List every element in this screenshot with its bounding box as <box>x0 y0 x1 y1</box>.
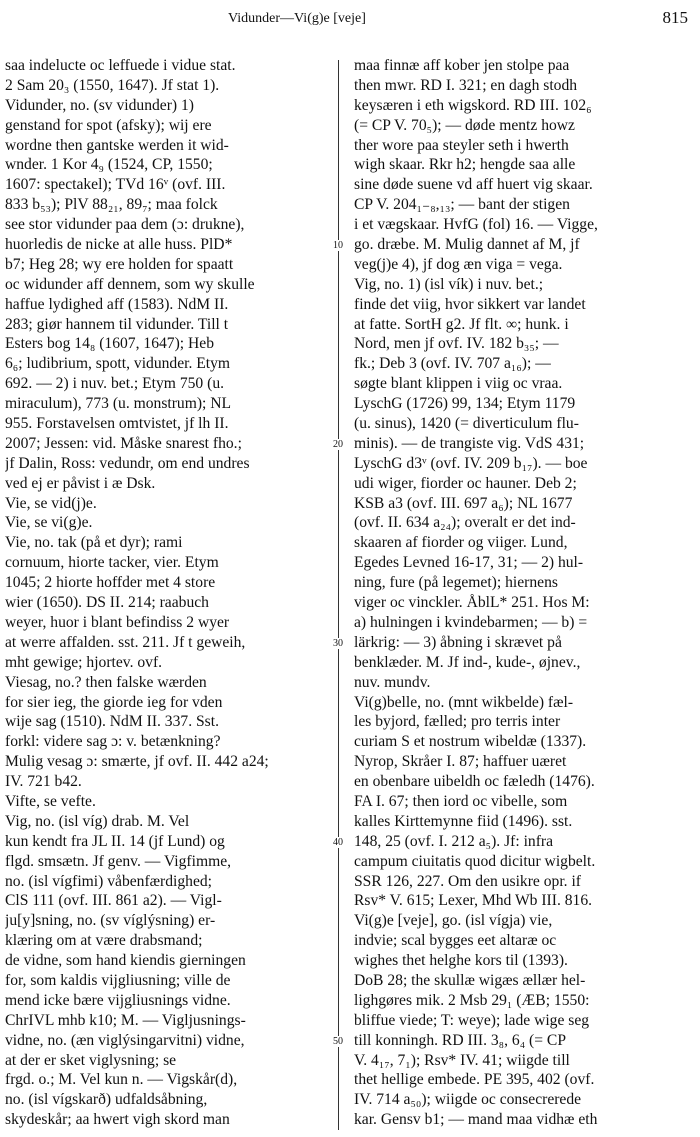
text-line: Vi(g)belle, no. (mnt wikbelde) fæl- <box>354 693 574 711</box>
page-header <box>0 8 700 30</box>
text-line: IV. 714 a₅₀); wiigde oc consecrerede <box>354 1091 582 1109</box>
text-line: en obenbare uibeldh oc fæledh (1476). <box>354 773 595 791</box>
text-line: skaaren af fiorder og viiger. Lund, <box>354 534 568 552</box>
text-line: 6₆; ludibrium, spott, vidunder. Etym <box>5 355 231 373</box>
text-line: frgd. o.; M. Vel kun n. — Vigskår(d), <box>5 1071 238 1089</box>
text-line: sine døde suene vd aff huert vig skaar. <box>354 176 593 194</box>
text-line: ju[y]sning, no. (sv víglýsning) er- <box>5 912 216 930</box>
text-line: les byjord, fælled; pro terris inter <box>354 713 561 731</box>
text-line: wigh skaar. Rkr h2; hengde saa alle <box>354 156 576 174</box>
text-line: mend icke bære vijgliusnings vidne. <box>5 991 231 1009</box>
text-line: Vi(g)e [veje], go. (isl vígja) vie, <box>354 912 553 930</box>
text-line: 692. — 2) i nuv. bet.; Etym 750 (u. <box>5 375 225 393</box>
text-line: udi wiger, fiorder oc hauner. Deb 2; <box>354 474 577 492</box>
text-line: Vie, se vi(g)e. <box>5 514 93 532</box>
text-line: Vig, no. 1) (isl vík) i nuv. bet.; <box>354 275 544 293</box>
text-line: wighes thet helghe kors til (1393). <box>354 952 568 970</box>
text-line: SSR 126, 227. Om den usikre opr. if <box>354 872 581 890</box>
text-line: FA I. 67; then iord oc vibelle, som <box>354 792 568 810</box>
text-line: at fatte. SortH g2. Jf flt. ∞; hunk. i <box>354 315 569 333</box>
text-line: V. 4₁₇, 7₁); Rsv* IV. 41; wiigde till <box>354 1051 570 1069</box>
line-number: 30 <box>326 638 350 649</box>
text-line: nuv. mundv. <box>354 673 431 691</box>
text-line: b7; Heg 28; wy ere holden for spaatt <box>5 255 234 273</box>
text-line: (= CP V. 70₅); — døde mentz howz <box>354 116 575 134</box>
text-line: kun kendt fra JL II. 14 (jf Lund) og <box>5 832 225 850</box>
text-line: minis). — de trangiste vig. VdS 431; <box>354 434 585 452</box>
text-line: Nord, men jf ovf. IV. 182 b₃₅; — <box>354 335 559 353</box>
line-number: 40 <box>326 837 350 848</box>
text-line: thet hellige embede. PE 395, 402 (ovf. <box>354 1071 595 1089</box>
text-line: see stor vidunder paa dem (ɔ: drukne), <box>5 216 245 234</box>
text-line: IV. 721 b42. <box>5 773 82 791</box>
text-line: fk.; Deb 3 (ovf. IV. 707 a₁₆); — <box>354 355 551 373</box>
text-line: Vie, no. tak (på et dyr); rami <box>5 534 183 552</box>
text-line: KSB a3 (ovf. III. 697 a₆); NL 1677 <box>354 494 573 512</box>
text-line: oc widunder aff dennem, som wy skulle <box>5 275 255 293</box>
text-line: lärkrig: — 3) åbning i skrævet på <box>354 633 562 651</box>
left-column <box>5 56 335 1130</box>
text-line: cornuum, hiorte tacker, vier. Etym <box>5 554 219 572</box>
text-line: Esters bog 14₈ (1607, 1647); Heb <box>5 335 214 353</box>
text-line: kalles Kirttemynne fiid (1496). sst. <box>354 812 573 830</box>
line-number: 20 <box>326 439 350 450</box>
text-line: ved ej er påvist i æ Dsk. <box>5 474 156 492</box>
text-line: Vig, no. (isl víg) drab. M. Vel <box>5 812 190 830</box>
text-line: for, som kaldis vijgliusning; ville de <box>5 971 231 989</box>
text-line: wije sag (1510). NdM II. 337. Sst. <box>5 713 219 731</box>
text-line: ChrIVL mhb k10; M. — Vigljusnings- <box>5 1011 246 1029</box>
text-line: kar. Gensv b1; — mand maa vidhæ eth <box>354 1111 598 1129</box>
text-line: Vifte, se vefte. <box>5 792 96 810</box>
text-line: till konningh. RD III. 3₈, 6₄ (= CP <box>354 1031 566 1049</box>
text-line: 1607: spectakel); TVd 16ᵛ (ovf. III. <box>5 176 226 194</box>
text-line: genstand for spot (afsky); wij ere <box>5 116 212 134</box>
text-line: i et vægskaar. HvfG (fol) 16. — Vigge, <box>354 216 598 234</box>
line-number: 10 <box>326 240 350 251</box>
text-line: huorledis de nicke at alle huss. PlD* <box>5 236 233 254</box>
text-line: no. (isl vígskarð) udfaldsåbning, <box>5 1091 208 1109</box>
text-line: benklæder. M. Jf ind-, kude-, øjnev., <box>354 653 581 671</box>
text-line: LyschG (1726) 99, 134; Etym 1179 <box>354 395 576 413</box>
text-line: klæring om at være drabsmand; <box>5 932 203 950</box>
text-line: wordne then gantske werden it wid- <box>5 136 229 154</box>
text-line: 833 b₅₃); PlV 88₂₁, 89₇; maa folck <box>5 196 218 214</box>
text-line: bliffue viede; T: weye); lade wige seg <box>354 1011 590 1029</box>
text-line: 148, 25 (ovf. I. 212 a₅). Jf: infra <box>354 832 554 850</box>
text-line: for sier ieg, the giorde ieg for vden <box>5 693 223 711</box>
text-line: Vie, se vid(j)e. <box>5 494 97 512</box>
text-line: Viesag, no.? then falske wærden <box>5 673 207 691</box>
text-line: saa indelucte oc leffuede i vidue stat. <box>5 57 236 74</box>
text-line: weyer, huor i blant befindiss 2 wyer <box>5 613 230 631</box>
text-line: curiam S et nostrum wibeldæ (1337). <box>354 733 587 751</box>
text-line: veg(j)e 4), jf dog æn viga = vega. <box>354 255 563 273</box>
text-line: ning, fure (på legemet); hiernens <box>354 574 558 592</box>
text-line: Mulig vesag ɔ: smærte, jf ovf. II. 442 a24; <box>5 753 269 771</box>
text-line: vidne, no. (æn viglýsingarvitni) vidne, <box>5 1031 245 1049</box>
text-line: skydeskår; aa hwert vigh skord man <box>5 1111 230 1129</box>
text-line: finde det viig, hvor sikkert var landet <box>354 295 586 313</box>
text-line: wnder. 1 Kor 4₉ (1524, CP, 1550; <box>5 156 213 174</box>
text-line: campum ciuitatis quod dicitur wigbelt. <box>354 852 596 870</box>
text-line: Rsv* V. 615; Lexer, Mhd Wb III. 816. <box>354 892 593 910</box>
text-line: Vidunder, no. (sv vidunder) 1) <box>5 96 194 114</box>
text-line: ClS 111 (ovf. III. 861 a2). — Vigl- <box>5 892 222 910</box>
page-number: 815 <box>662 8 688 27</box>
text-line: (ovf. II. 634 a₂₄); overalt er det ind- <box>354 514 576 532</box>
text-line: viger oc vinckler. ÅblL* 251. Hos M: <box>354 594 590 612</box>
text-line: miraculum), 773 (u. monstrum); NL <box>5 395 232 413</box>
text-line: no. (isl vígfimi) våbenfærdighed; <box>5 872 213 890</box>
text-line: (u. sinus), 1420 (= diverticulum flu- <box>354 415 579 433</box>
text-line: indvie; scal bygges eet altaræ oc <box>354 932 557 950</box>
line-number: 50 <box>326 1036 350 1047</box>
text-line: then mwr. RD I. 321; en dagh stodh <box>354 76 578 94</box>
text-line: maa finnæ aff kober jen stolpe paa <box>354 57 570 74</box>
text-line: DoB 28; the skullæ wigæs ællær hel- <box>354 971 586 989</box>
text-line: 1045; 2 hiorte hoffder met 4 store <box>5 574 216 592</box>
text-line: wier (1650). DS II. 214; raabuch <box>5 594 209 612</box>
text-line: haffue lydighed aff (1583). NdM II. <box>5 295 229 313</box>
text-line: de vidne, som hand kiendis gierningen <box>5 952 246 970</box>
text-line: 283; giør hannem til vidunder. Till t <box>5 315 229 333</box>
text-line: 955. Forstavelsen omtvistet, jf lh II. <box>5 415 229 433</box>
text-line: Egedes Levned 16-17, 31; — 2) hul- <box>354 554 584 572</box>
text-line: forkl: videre sag ɔ: v. betænkning? <box>5 733 221 751</box>
text-line: Nyrop, Skråer I. 87; haffuer uæret <box>354 753 567 771</box>
text-line: ther wore paa steyler seth i hwerth <box>354 136 569 154</box>
text-line: 2 Sam 20₃ (1550, 1647). Jf stat 1). <box>5 76 220 94</box>
text-line: lighgøres mik. 2 Msb 29₁ (ÆB; 1550: <box>354 991 590 1009</box>
running-head: Vidunder—Vi(g)e [veje] <box>228 11 366 26</box>
line-numbers <box>326 0 350 1137</box>
text-line: LyschG d3ᵛ (ovf. IV. 209 b₁₇). — boe <box>354 454 588 472</box>
text-line: go. dræbe. M. Mulig dannet af M, jf <box>354 236 580 254</box>
text-line: flgd. smsætn. Jf genv. — Vigfimme, <box>5 852 232 870</box>
text-line: CP V. 204₁₋₈,₁₃; — bant der stigen <box>354 196 570 214</box>
text-line: søgte blant klippen i viig oc vraa. <box>354 375 563 393</box>
text-line: at werre affalden. sst. 211. Jf t geweih, <box>5 633 246 651</box>
text-line: at der er sket viglysning; se <box>5 1051 177 1069</box>
right-column <box>354 56 694 1130</box>
text-line: a) hulningen i kvindebarmen; — b) = <box>354 613 588 631</box>
text-line: keysæren i eth wigskord. RD III. 102₆ <box>354 96 592 114</box>
text-line: mht gewige; hjortev. ovf. <box>5 653 163 671</box>
text-line: 2007; Jessen: vid. Måske snarest fho.; <box>5 434 242 452</box>
text-line: jf Dalin, Ross: vedundr, om end undres <box>5 454 250 472</box>
